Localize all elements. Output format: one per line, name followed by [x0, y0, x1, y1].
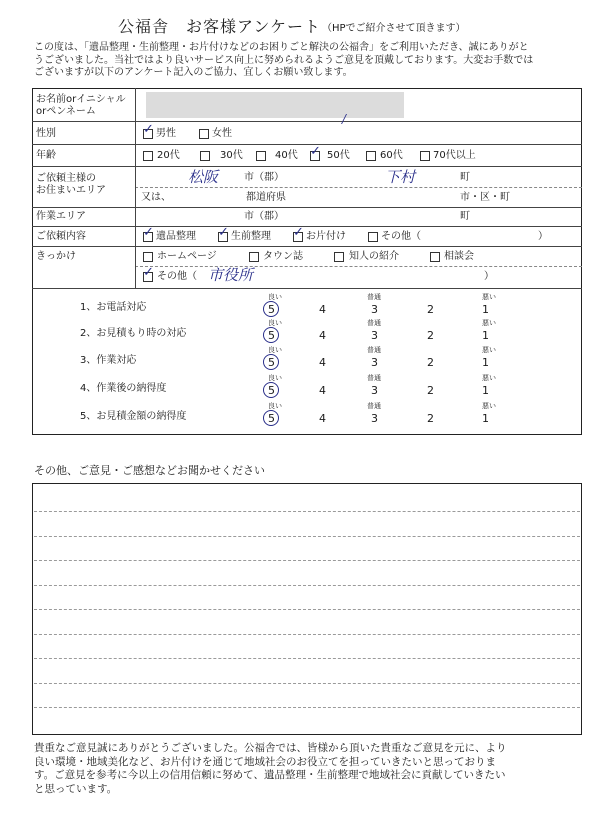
- comment-line: [34, 585, 580, 586]
- age-30s-label: 30代: [220, 150, 243, 161]
- rating-item-label: 5、お見積金額の納得度: [80, 411, 187, 422]
- age-label: 年齢: [36, 150, 56, 161]
- trigger-homepage-label: ホームページ: [157, 251, 217, 262]
- age-20s-label: 20代: [157, 150, 180, 161]
- trigger-close-paren: ）: [484, 271, 494, 282]
- age-40s-label: 40代: [275, 150, 298, 161]
- area-town-suffix: 町: [460, 172, 470, 183]
- comment-line: [34, 634, 580, 635]
- handwritten-stroke: /: [342, 112, 347, 126]
- scale-label-good: 良い: [268, 402, 282, 410]
- comment-line: [34, 560, 580, 561]
- rating-option-2[interactable]: 2: [427, 303, 434, 316]
- trigger-label: きっかけ: [36, 251, 76, 262]
- row-divider: [32, 144, 582, 145]
- selected-circle-mark: [263, 382, 279, 398]
- request-label: ご依頼内容: [36, 231, 86, 242]
- rating-option-4[interactable]: 4: [319, 303, 326, 316]
- scale-label-good: 良い: [268, 319, 282, 327]
- area-ward-suffix: 市・区・町: [460, 192, 510, 203]
- trigger-referral-checkbox[interactable]: [334, 252, 344, 262]
- name-label: お名前orイニシャル orペンネーム: [36, 94, 126, 117]
- scale-label-normal: 普通: [367, 293, 381, 301]
- age-50s-label: 50代: [327, 150, 350, 161]
- comment-line: [34, 536, 580, 537]
- rating-item-label: 4、作業後の納得度: [80, 383, 167, 394]
- rating-option-3[interactable]: 3: [371, 384, 378, 397]
- selected-circle-mark: [263, 301, 279, 317]
- selected-circle-mark: [263, 410, 279, 426]
- rating-option-4[interactable]: 4: [319, 356, 326, 369]
- check-mark-icon: ✓: [310, 144, 321, 159]
- scale-label-good: 良い: [268, 374, 282, 382]
- row-divider: [32, 226, 582, 227]
- rating-option-4[interactable]: 4: [319, 384, 326, 397]
- rating-option-1[interactable]: 1: [482, 384, 489, 397]
- area-pref-suffix: 都道府県: [246, 192, 286, 203]
- handwritten-city: 松阪: [188, 168, 219, 186]
- rating-option-2[interactable]: 2: [427, 329, 434, 342]
- request-tidy-label: お片付け: [306, 231, 346, 242]
- row-divider: [32, 246, 582, 247]
- scale-label-normal: 普通: [367, 319, 381, 327]
- area-city-suffix: 市（郡）: [244, 172, 284, 183]
- trigger-magazine-checkbox[interactable]: [249, 252, 259, 262]
- row-divider: [32, 121, 582, 122]
- rating-option-5[interactable]: 5: [268, 329, 275, 342]
- rating-option-3[interactable]: 3: [371, 303, 378, 316]
- comment-line: [34, 609, 580, 610]
- trigger-other-label: その他（: [157, 271, 197, 282]
- scale-label-bad: 悪い: [482, 374, 496, 382]
- handwritten-town: 下村: [385, 168, 416, 186]
- age-30s-checkbox[interactable]: [200, 151, 210, 161]
- rating-option-4[interactable]: 4: [319, 412, 326, 425]
- rating-option-5[interactable]: 5: [268, 356, 275, 369]
- work-area-label: 作業エリア: [36, 211, 86, 222]
- comment-line: [34, 511, 580, 512]
- footer-thanks: 貴重なご意見誠にありがとうございました。公福舎では、皆様から頂いた貴重なご意見を元に、より 良い環境・地域美化など、お片付けを通じて地域社会のお役立てを担っていきたいと思っておりま す。ご意見を参考に今以上の信用信頼に努めて、遺品整理・生前整理で地域社会に貢献していきたい と思っています。: [34, 742, 507, 795]
- trigger-homepage-checkbox[interactable]: [143, 252, 153, 262]
- request-other-label: その他（: [381, 231, 421, 242]
- rating-option-3[interactable]: 3: [371, 412, 378, 425]
- gender-female-checkbox[interactable]: [199, 129, 209, 139]
- check-mark-icon: ✓: [218, 225, 229, 240]
- selected-circle-mark: [263, 354, 279, 370]
- name-field-redacted[interactable]: [146, 92, 404, 118]
- work-area-town-suffix: 町: [460, 211, 470, 222]
- age-70s-checkbox[interactable]: [420, 151, 430, 161]
- gender-male-label: 男性: [156, 128, 176, 139]
- age-60s-label: 60代: [380, 150, 403, 161]
- rating-item-label: 1、お電話対応: [80, 302, 147, 313]
- selected-circle-mark: [263, 327, 279, 343]
- rating-option-1[interactable]: 1: [482, 303, 489, 316]
- area-label: ご依頼主様の お住まいエリア: [36, 173, 106, 196]
- work-area-city-suffix: 市（郡）: [244, 211, 284, 222]
- request-living-label: 生前整理: [231, 231, 271, 242]
- comment-line: [34, 707, 580, 708]
- label-column-divider: [135, 88, 136, 288]
- comment-line: [34, 683, 580, 684]
- request-other-checkbox[interactable]: [368, 232, 378, 242]
- rating-option-5[interactable]: 5: [268, 412, 275, 425]
- rating-option-5[interactable]: 5: [268, 384, 275, 397]
- scale-label-bad: 悪い: [482, 293, 496, 301]
- gender-female-label: 女性: [212, 128, 232, 139]
- trigger-sub-divider: [135, 266, 582, 267]
- trigger-consult-label: 相談会: [444, 251, 474, 262]
- trigger-magazine-label: タウン誌: [263, 251, 303, 262]
- scale-label-bad: 悪い: [482, 402, 496, 410]
- rating-item-label: 2、お見積もり時の対応: [80, 328, 187, 339]
- scale-label-bad: 悪い: [482, 346, 496, 354]
- request-close-paren: ）: [538, 231, 548, 242]
- row-divider: [32, 166, 582, 167]
- age-40s-checkbox[interactable]: [256, 151, 266, 161]
- area-or-label: 又は、: [141, 192, 171, 203]
- scale-label-good: 良い: [268, 346, 282, 354]
- rating-option-1[interactable]: 1: [482, 412, 489, 425]
- handwritten-trigger-other: 市役所: [208, 266, 254, 284]
- age-60s-checkbox[interactable]: [366, 151, 376, 161]
- gender-label: 性別: [36, 128, 56, 139]
- intro-text: この度は、「遺品整理・生前整理・お片付けなどのお困りごと解決の公福舎」をご利用いただき、誠にありがと うございました。当社ではより良いサービス向上に努められるようご意見を頂戴しております。大変お手数では ございますが以下のアンケート記入のご協力、宜しくお願い致します。: [34, 42, 534, 78]
- rating-option-2[interactable]: 2: [427, 356, 434, 369]
- age-20s-checkbox[interactable]: [143, 151, 153, 161]
- trigger-consult-checkbox[interactable]: [430, 252, 440, 262]
- rating-option-1[interactable]: 1: [482, 356, 489, 369]
- scale-label-good: 良い: [268, 293, 282, 301]
- check-mark-icon: ✓: [143, 265, 154, 280]
- area-sub-divider: [135, 187, 582, 188]
- age-70s-label: 70代以上: [433, 150, 476, 161]
- rating-option-5[interactable]: 5: [268, 303, 275, 316]
- rating-option-4[interactable]: 4: [319, 329, 326, 342]
- trigger-referral-label: 知人の紹介: [349, 251, 399, 262]
- scale-label-bad: 悪い: [482, 319, 496, 327]
- request-estate-label: 遺品整理: [156, 231, 196, 242]
- rating-option-2[interactable]: 2: [427, 384, 434, 397]
- scale-label-normal: 普通: [367, 374, 381, 382]
- rating-item-label: 3、作業対応: [80, 355, 137, 366]
- rating-option-3[interactable]: 3: [371, 356, 378, 369]
- page-subtitle: （HPでご紹介させて頂きます）: [322, 23, 466, 34]
- scale-label-normal: 普通: [367, 402, 381, 410]
- page-title: 公福舎 お客様アンケート: [118, 17, 322, 36]
- row-divider: [32, 288, 582, 289]
- rating-option-1[interactable]: 1: [482, 329, 489, 342]
- comment-line: [34, 658, 580, 659]
- rating-option-2[interactable]: 2: [427, 412, 434, 425]
- check-mark-icon: ✓: [143, 225, 154, 240]
- scale-label-normal: 普通: [367, 346, 381, 354]
- rating-option-3[interactable]: 3: [371, 329, 378, 342]
- check-mark-icon: ✓: [293, 225, 304, 240]
- comments-heading: その他、ご意見・ご感想などお聞かせください: [34, 464, 265, 477]
- check-mark-icon: ✓: [143, 122, 154, 137]
- row-divider: [32, 207, 582, 208]
